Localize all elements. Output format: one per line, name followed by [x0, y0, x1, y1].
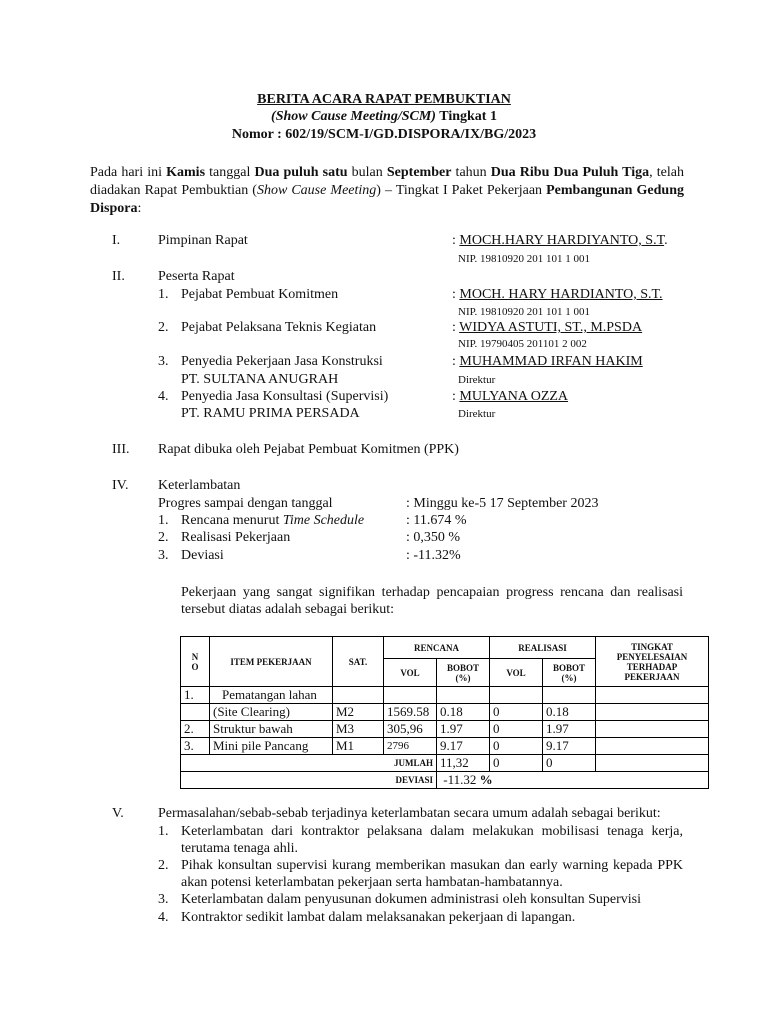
- header-rencana-vol: VOL: [384, 659, 437, 687]
- participant-3-number: 3.: [158, 354, 169, 369]
- participant-2-name: : WIDYA ASTUTI, ST., M.PSDA: [452, 320, 643, 335]
- header-no: [181, 637, 210, 687]
- delay-row-3-label: Deviasi: [181, 548, 224, 563]
- delay-row-1-number: 1.: [158, 513, 169, 528]
- header-sat: SAT.: [333, 637, 384, 687]
- cell-rencana-bobot: [437, 687, 490, 704]
- doc-title: [0, 92, 768, 108]
- section-1-label: Pimpinan Rapat: [158, 233, 248, 248]
- delay-row-2-label: Realisasi Pekerjaan: [181, 530, 291, 545]
- table-row: [181, 687, 709, 704]
- participant-3-name: : MUHAMMAD IRFAN HAKIM: [452, 354, 643, 369]
- header-rencana: RENCANA: [384, 637, 490, 659]
- cell-no: 2.: [181, 721, 210, 738]
- cell-no: 3.: [181, 738, 210, 755]
- intro-text: tanggal: [205, 165, 255, 180]
- participant-4-role: Penyedia Jasa Konsultasi (Supervisi): [181, 389, 389, 404]
- intro-project: Pembangunan Gedung Dispora: [90, 183, 684, 216]
- cause-2-number: 2.: [158, 858, 169, 873]
- deviasi-value: -11.32: [443, 772, 477, 787]
- delay-row-3-number: 3.: [158, 548, 169, 563]
- doc-subtitle-rest: Tingkat 1: [435, 109, 497, 124]
- participant-4-name-text: MULYANA OZZA: [459, 389, 569, 404]
- delay-row-3-value: : -11.32%: [406, 548, 461, 563]
- cause-1-line-1: Keterlambatan dari kontraktor pelaksana dalam melakukan mobilisasi tenaga kerja,: [181, 824, 683, 839]
- participant-1-role: Pejabat Pembuat Komitmen: [181, 287, 339, 302]
- cell-rencana-vol: [384, 687, 437, 704]
- table-row: [181, 704, 709, 721]
- intro-paragraph: [90, 164, 684, 218]
- delay-row-2-number: 2.: [158, 530, 169, 545]
- participant-1-number: 1.: [158, 287, 169, 302]
- leader-name: MOCH.HARY HARDIYANTO, S.T: [459, 233, 665, 248]
- participant-3-name-text: MUHAMMAD IRFAN HAKIM: [459, 354, 643, 369]
- cause-1-line-2: terutama tenaga ahli.: [181, 841, 298, 856]
- cell-realisasi-vol: 0: [490, 704, 543, 721]
- cell-realisasi-bobot: 9.17: [543, 738, 596, 755]
- progress-label: Progres sampai dengan tanggal: [158, 496, 333, 511]
- cell-item: (Site Clearing): [210, 704, 333, 721]
- cell-tingkat: [596, 687, 709, 704]
- cell-sat: M3: [333, 721, 384, 738]
- cause-4-line-1: Kontraktor sedikit lambat dalam melaksanakan pekerjaan di lapangan.: [181, 910, 576, 925]
- section-2-label: Peserta Rapat: [158, 269, 235, 284]
- cell-rencana-vol: 305,96: [384, 721, 437, 738]
- cell-realisasi-bobot: 0.18: [543, 704, 596, 721]
- cell-tingkat: [596, 721, 709, 738]
- cell-realisasi-bobot: 1.97: [543, 721, 596, 738]
- cell-sat: M2: [333, 704, 384, 721]
- doc-title-text: BERITA ACARA RAPAT PEMBUKTIAN: [257, 92, 511, 107]
- cell-rencana-bobot: 0.18: [437, 704, 490, 721]
- cause-2-line-2: akan potensi keterlambatan pekerjaan serta hambatan-hambatannya.: [181, 875, 563, 890]
- jumlah-realisasi-vol: 0: [490, 755, 543, 772]
- section-5-number: V.: [112, 806, 124, 821]
- deviasi-cell: [437, 772, 709, 789]
- delay-row-1-label-italic: Time Schedule: [282, 513, 365, 528]
- participant-2-role: Pejabat Pelaksana Teknis Kegiatan: [181, 320, 377, 335]
- jumlah-label: JUMLAH: [181, 755, 437, 772]
- doc-subtitle: [0, 109, 768, 125]
- section-4-label: Keterlambatan: [158, 478, 241, 493]
- cause-4-number: 4.: [158, 910, 169, 925]
- participant-4-number: 4.: [158, 389, 169, 404]
- header-item: ITEM PEKERJAAN: [210, 637, 333, 687]
- jumlah-rencana: 11,32: [437, 755, 490, 772]
- jumlah-row: [181, 755, 709, 772]
- intro-text: :: [137, 201, 142, 216]
- intro-day: Kamis: [166, 165, 206, 180]
- header-realisasi: REALISASI: [490, 637, 596, 659]
- cell-tingkat: [596, 704, 709, 721]
- cell-rencana-vol: 1569.58: [384, 704, 437, 721]
- section-4-number: IV.: [112, 478, 129, 493]
- cell-sat: [333, 687, 384, 704]
- deviasi-unit: %: [479, 772, 493, 787]
- participant-1-name: : MOCH. HARY HARDIANTO, S.T.: [452, 287, 663, 302]
- section-1-name: : MOCH.HARY HARDIYANTO, S.T.: [452, 233, 668, 248]
- doc-subtitle-italic: (Show Cause Meeting/SCM): [271, 109, 436, 124]
- cell-rencana-bobot: 1.97: [437, 721, 490, 738]
- participant-3-position: Direktur: [458, 374, 496, 386]
- intro-text: , telah diadakan Rapat Pembuktian (: [90, 165, 684, 198]
- participant-4-position: Direktur: [458, 408, 496, 420]
- participant-2-number: 2.: [158, 320, 169, 335]
- section-1-number: I.: [112, 233, 121, 248]
- jumlah-tingkat: [596, 755, 709, 772]
- cause-3-number: 3.: [158, 892, 169, 907]
- cause-2-line-1: Pihak konsultan supervisi kurang memberikan masukan dan early warning kepada PPK: [181, 858, 683, 873]
- intro-month: September: [386, 165, 452, 180]
- intro-text: Pada hari ini: [90, 165, 167, 180]
- jumlah-realisasi-bobot: 0: [543, 755, 596, 772]
- cause-3-line-1: Keterlambatan dalam penyusunan dokumen administrasi oleh konsultan Supervisi: [181, 892, 641, 907]
- cell-tingkat: [596, 738, 709, 755]
- intro-text: tahun: [451, 165, 491, 180]
- participant-4-name: : MULYANA OZZA: [452, 389, 569, 404]
- intro-scm: Show Cause Meeting: [256, 183, 377, 198]
- delay-row-1-label: [181, 513, 364, 529]
- intro-text: ) – Tingkat I Paket Pekerjaan: [376, 183, 547, 198]
- participant-1-nip: NIP. 19810920 201 101 1 001: [458, 306, 591, 318]
- delay-row-1-value: : 11.674 %: [406, 513, 467, 528]
- header-realisasi-bobot: BOBOT (%): [543, 659, 596, 687]
- header-tingkat: TINGKAT PENYELESAIAN TERHADAP PEKERJAAN: [596, 637, 709, 687]
- cell-realisasi-vol: 0: [490, 738, 543, 755]
- cell-realisasi-bobot: [543, 687, 596, 704]
- section-3-text: Rapat dibuka oleh Pejabat Pembuat Komitmen (PPK): [158, 442, 459, 457]
- deviasi-row: [181, 772, 709, 789]
- section-4-paragraph: Pekerjaan yang sangat signifikan terhadap pencapaian progress rencana dan realisasi tersebut diatas adalah sebagai berikut:: [181, 585, 683, 617]
- cell-no: 1.: [181, 687, 210, 704]
- section-3-number: III.: [112, 442, 130, 457]
- intro-text: bulan: [347, 165, 387, 180]
- cell-item: Mini pile Pancang: [210, 738, 333, 755]
- participant-3-org: PT. SULTANA ANUGRAH: [181, 372, 339, 387]
- participant-2-name-text: WIDYA ASTUTI, ST., M.PSDA: [459, 320, 643, 335]
- participant-2-nip: NIP. 19790405 201101 2 002: [458, 338, 587, 350]
- cell-realisasi-vol: [490, 687, 543, 704]
- progress-value: : Minggu ke-5 17 September 2023: [406, 496, 599, 511]
- cause-1-number: 1.: [158, 824, 169, 839]
- cell-sat: M1: [333, 738, 384, 755]
- cell-rencana-vol: 2796: [384, 738, 437, 755]
- cell-item: Pematangan lahan: [210, 687, 333, 704]
- deviasi-label: DEVIASI: [181, 772, 437, 789]
- header-no-line-1: N: [191, 651, 199, 662]
- section-1-nip: NIP. 19810920 201 101 1 001: [458, 253, 591, 265]
- table-row: [181, 738, 709, 755]
- cell-realisasi-vol: 0: [490, 721, 543, 738]
- cell-item: Struktur bawah: [210, 721, 333, 738]
- section-5-label: Permasalahan/sebab-sebab terjadinya keterlambatan secara umum adalah sebagai berikut:: [158, 806, 661, 821]
- header-realisasi-vol: VOL: [490, 659, 543, 687]
- leader-name-dot: .: [664, 233, 668, 248]
- table-row: [181, 721, 709, 738]
- participant-3-role: Penyedia Pekerjaan Jasa Konstruksi: [181, 354, 383, 369]
- intro-year: Dua Ribu Dua Puluh Tiga: [490, 165, 650, 180]
- intro-date: Dua puluh satu: [254, 165, 348, 180]
- cell-no: [181, 704, 210, 721]
- doc-number: Nomor : 602/19/SCM-I/GD.DISPORA/IX/BG/2023: [231, 127, 537, 142]
- header-no-line-2: O: [191, 661, 199, 672]
- header-rencana-bobot: BOBOT (%): [437, 659, 490, 687]
- delay-row-2-value: : 0,350 %: [406, 530, 461, 545]
- section-2-number: II.: [112, 269, 125, 284]
- participant-1-name-text: MOCH. HARY HARDIANTO, S.T.: [459, 287, 663, 302]
- cell-rencana-bobot: 9.17: [437, 738, 490, 755]
- participant-4-org: PT. RAMU PRIMA PERSADA: [181, 406, 360, 421]
- delay-row-1-label-text: Rencana menurut: [181, 513, 283, 528]
- progress-table: [180, 636, 709, 789]
